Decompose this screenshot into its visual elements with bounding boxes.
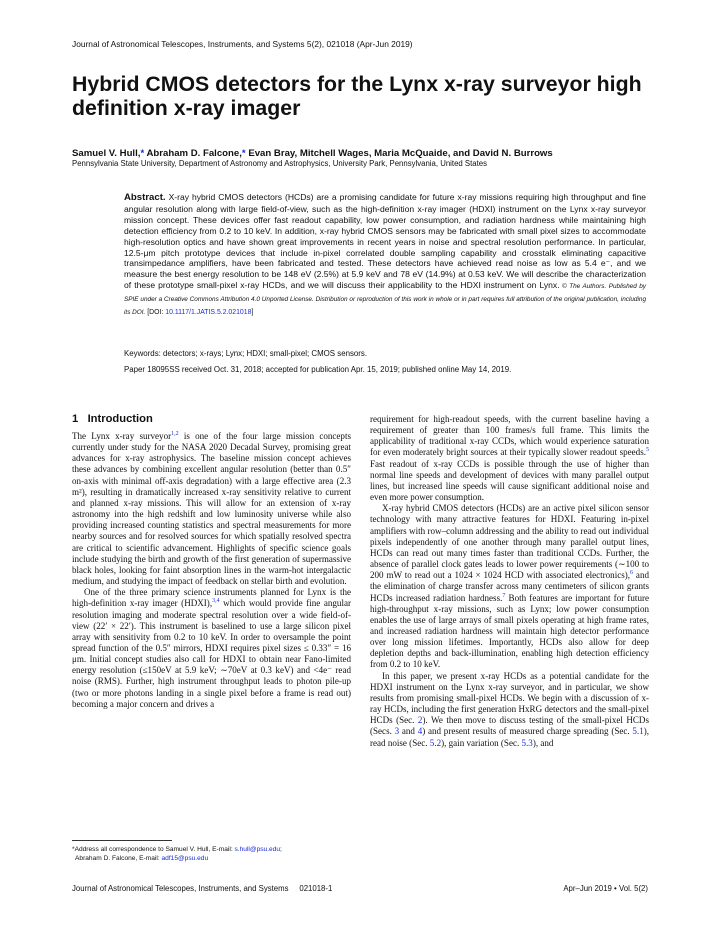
doi-prefix: [DOI: <box>145 309 166 317</box>
footnote-text: Abraham D. Falcone, E-mail: <box>75 855 162 862</box>
publication-history: Paper 18095SS received Oct. 31, 2018; accepted for publication Apr. 15, 2019; published online May 14, 2019. <box>124 365 512 374</box>
citation-ref[interactable]: 6 <box>630 570 634 577</box>
email-link-1[interactable]: s.hull@psu.edu <box>234 846 281 853</box>
paragraph-2 <box>72 587 351 710</box>
footnote-text: *Address all correspondence to Samuel V. Hull, E-mail: <box>72 846 235 853</box>
paragraph-text: ), read noise (Sec. <box>370 726 650 748</box>
body-column-left <box>72 412 351 710</box>
paragraph-text: is one of the four large mission concepts currently under study for the NASA 2020 Decadal Survey, promising great advances for x-ray astrophysics. The baseline mission concept achieves these advances by combining excellent angular resolution (better than 0.5″ on-axis with minimal off-axis degradation) with a large effective area (2.3 m²), resulting in dramatically increased x-ray sensitivity relative to current and planned x-ray missions. This will allow for an extension of x-ray astronomy into the high redshift and low luminosity universe while also providing increased counting statistics and spectral measurements for more nearby sources and for resolved sources for which spatially resolved spectra are critical to scientific advancement. Highlights of specific science goals include studying the birth and growth of the first generation of supermassive black holes, looking for faint absorption lines in the warm-hot intergalactic medium, and studying the impact of feedback on stellar birth and evolution. <box>72 431 351 587</box>
paragraph-text: The Lynx x-ray surveyor <box>72 431 172 441</box>
paragraph-text: and the elimination of charge transfer across many centimeters of silicon grants HCDs increased radiation hardness. <box>370 570 649 603</box>
paragraph-text: which would provide fine angular resolution imaging and moderate spectral resolution over a wide field-of-view (22′ × 22′). This instrument is baselined to use a large silicon pixel array with sensitivity from 0.2 to 10 keV. In order to oversample the point spread function of the 0.5″ mirrors, HDXI requires pixel sizes ≤ 0.33″ = 16 μm. Initial concept studies also call for HDXI to obtain near Fano-limited energy resolution (≤150eV at 5.9 keV; ∼70eV at 0.3 keV) and <4e⁻ read noise (RMS). Further, high instrument throughput leads to photon pile-up (two or more photons landing in a single pixel before a frame is read out) becoming a major concern and drives a <box>72 598 351 709</box>
paragraph-text: ), gain variation (Sec. <box>441 737 522 748</box>
author-list <box>72 148 553 159</box>
abstract <box>124 192 646 319</box>
email-link-2[interactable]: adf15@psu.edu <box>161 855 209 862</box>
paragraph-1 <box>72 431 351 587</box>
affiliation: Pennsylvania State University, Department of Astronomy and Astrophysics, University Park, Pennsylvania, United States <box>72 159 488 168</box>
body-column-right <box>370 414 649 749</box>
citation-ref[interactable]: 1,2 <box>171 431 179 437</box>
running-head: Journal of Astronomical Telescopes, Instruments, and Systems 5(2), 021018 (Apr-Jun 2019) <box>72 39 413 49</box>
paragraph-text: Fast readout of x-ray CCDs is possible through the use of higher than normal line speeds and development of devices with many parallel output lines, but increased line speeds will cause significant additional noise and even more power consumption. <box>370 458 649 503</box>
section-link[interactable]: 4 <box>417 726 423 737</box>
footnote <box>72 845 357 863</box>
footer-journal: Journal of Astronomical Telescopes, Instruments, and Systems 021018-1 <box>72 884 333 893</box>
license-statement: © The Authors. Published by SPIE under a Creative Commons Attribution 4.0 Unported License. Distribution or reproduction of this work in whole or in part requires full attribution of the original publication, including its DOI. <box>124 283 646 317</box>
paragraph-text: Both features are important for future high-throughput x-ray missions, such as Lynx; low power consumption enables the use of large arrays of small pixels operating at high frame rates, and increased radiation hardness will maintain high detector performance over long mission lifetimes. Importantly, HCDs also allow for deep depletion depths and back-illumination, enabling high detection efficiency from 0.2 to 10 keV. <box>370 592 649 670</box>
section-link[interactable]: 5.2 <box>429 737 442 748</box>
citation-ref[interactable]: 5 <box>646 447 649 454</box>
paragraph-text: ) and present results of measured charge spreading (Sec. <box>422 726 633 737</box>
section-heading <box>72 412 351 426</box>
author-2: Abraham D. Falcone, <box>144 148 242 159</box>
section-link[interactable]: 2 <box>417 715 423 726</box>
paragraph-text: One of the three primary science instruments planned for Lynx is the high-definition x-ray imager (HDXI), <box>72 587 351 609</box>
section-link[interactable]: 3 <box>394 726 400 737</box>
doi-suffix: ] <box>251 309 254 317</box>
citation-ref[interactable]: 7 <box>502 592 506 599</box>
section-number: 1 <box>72 413 79 425</box>
footer-issue: Apr–Jun 2019 • Vol. 5(2) <box>563 884 648 893</box>
paragraph-5 <box>370 671 649 749</box>
paragraph-text: ), and <box>532 737 554 748</box>
corresponding-author-mark-2[interactable]: * <box>241 148 246 159</box>
author-rest: Evan Bray, Mitchell Wages, Maria McQuaide, and David N. Burrows <box>245 148 553 159</box>
paragraph-text: ). We then move to discuss testing of the small-pixel HCDs (Secs. <box>370 715 649 737</box>
footnote-divider <box>72 840 172 841</box>
paragraph-text: X-ray hybrid CMOS detectors (HCDs) are an active pixel silicon sensor technology with many attractive features for HDXI. Featuring in-pixel amplifiers with row–column addressing and the ability to read out individual pixels independently of one another through many parallel output lines, HCDs can read out many times faster than traditional CCDs. Further, the absence of parallel clock gates leads to lower power requirements (∼100 to 200 mW to read out a 1024 × 1024 HCD with associated electronics), <box>370 503 649 581</box>
paragraph-text: In this paper, we present x-ray HCDs as a potential candidate for the HDXI instrument on the Lynx x-ray surveyor, and in particular, we show results from promising small-pixel HCDs. We begin with a discussion of x-ray HCDs, including the first generation HxRG detectors and the small-pixel HCDs (Sec. <box>370 670 649 726</box>
abstract-text: X-ray hybrid CMOS detectors (HCDs) are a promising candidate for future x-ray missions requiring high throughput and fine angular resolution along with large field-of-view, such as the high-definition x-ray imager (HDXI) instrument on the Lynx x-ray surveyor mission concept. These devices offer fast readout capability, low power consumption, and radiation hardness while maintaining high detection efficiency from 0.2 to 10 keV. In addition, x-ray hybrid CMOS sensors may be fabricated with small pixel sizes to accommodate high-resolution optics and have shown great improvements in recent years in noise and spectral resolution performance. In particular, 12.5-μm pitch prototype devices that include in-pixel correlated double sampling capability and crosstalk eliminating capacitive transimpedance amplifiers, have been fabricated and tested. These detectors have achieved read noise as low as 5.4 e⁻, and we measure the best energy resolution to be 148 eV (2.5%) at 5.9 keV and 78 eV (14.9%) at 0.53 keV. We will describe the characterization of these prototype small-pixel x-ray HCDs, and we will discuss their applicability to the HDXI instrument on Lynx. <box>124 192 646 291</box>
keywords: Keywords: detectors; x-rays; Lynx; HDXI; small-pixel; CMOS sensors. <box>124 349 368 358</box>
paragraph-text: requirement for high-readout speeds, with the current baseline having a requirement of greater than 100 frames/s full frame. This limits the applicability of traditional x-ray CCDs, which would experience saturation for even moderately bright sources at their typically slower readout speeds. <box>370 414 649 458</box>
paragraph-4 <box>370 503 649 670</box>
author-1: Samuel V. Hull, <box>72 148 141 159</box>
paragraph-3 <box>370 414 649 503</box>
section-link[interactable]: 5.3 <box>521 737 533 748</box>
doi-link[interactable]: 10.1117/1.JATIS.5.2.021018 <box>165 309 252 317</box>
section-title: Introduction <box>87 413 153 425</box>
paper-title: Hybrid CMOS detectors for the Lynx x-ray surveyor high definition x-ray imager <box>72 72 642 120</box>
footnote-line-1 <box>72 845 357 854</box>
abstract-label: Abstract. <box>124 192 166 203</box>
paragraph-text: and <box>399 726 418 737</box>
footnote-text: ; <box>280 846 282 853</box>
citation-ref[interactable]: 3,4 <box>212 598 220 605</box>
corresponding-author-mark-1[interactable]: * <box>140 148 145 159</box>
section-link[interactable]: 5.1 <box>632 726 644 737</box>
footnote-line-2 <box>72 854 357 863</box>
